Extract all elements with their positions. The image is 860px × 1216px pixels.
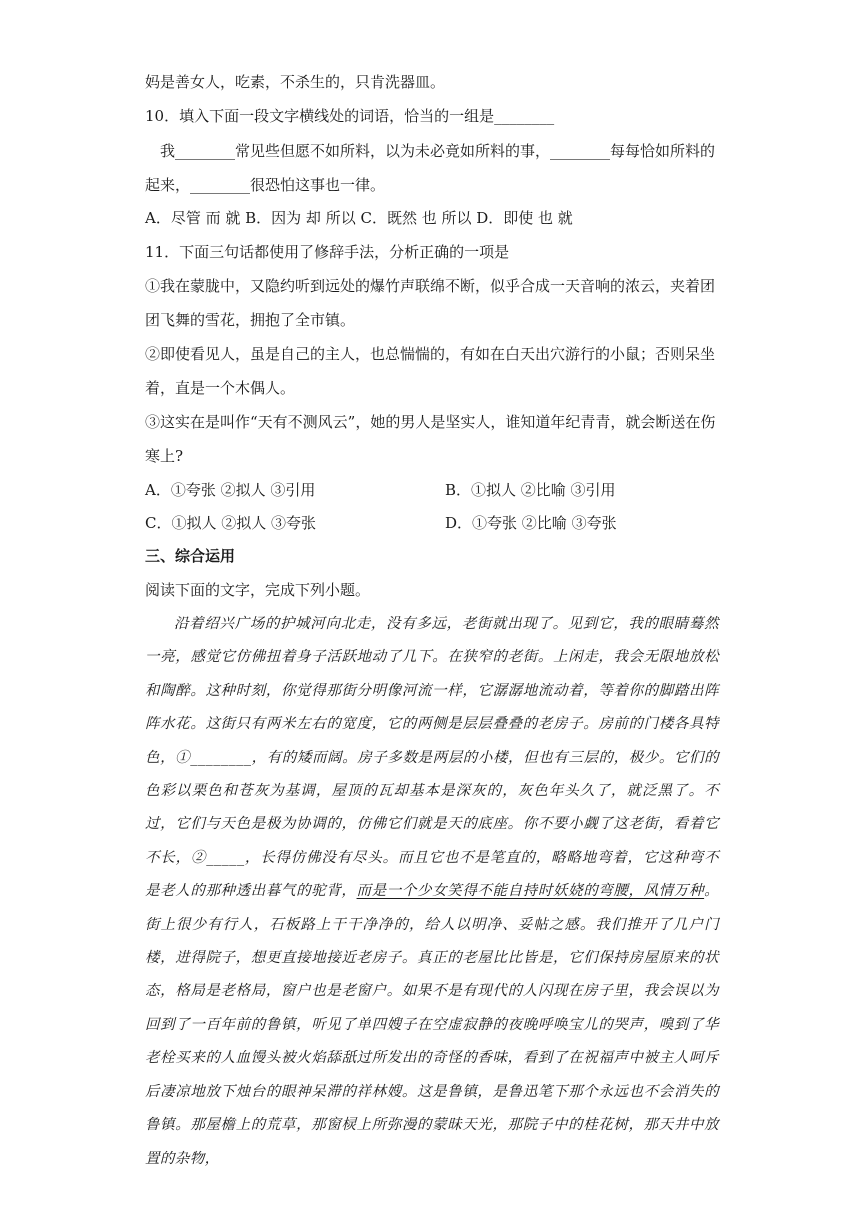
passage-text: 。街上很少有行人，石板路上干干净净的，给人以明净、妥帖之感。我们推开了几户门楼，进得院子，想更直接地接近老房子。真正的老屋比比皆是，它们保持房屋原来的状态，格局是老格局，窗户也是老窗户。如果不是有现代的人闪现在房子里，我会误以为回到了一百年前的鲁镇，听见了单四嫂子在空虚寂静的夜晚呼唤宝儿的哭声，嗅到了华老栓买来的人血馒头被火焰舔舐过所发出的奇怪的香味，看到了在祝福声中被主人呵斥后凄凉地放下烛台的眼神呆滞的祥林嫂。这是鲁镇，是鲁迅笔下那个永远也不会消失的鲁镇。那屋檐上的荒草，那窗棂上所弥漫的蒙昧天光，那院子中的桂花树，那天井中放置的杂物， bbox=[145, 883, 719, 1167]
question-10-options: A．尽管 而 就 B．因为 却 所以 C．既然 也 所以 D．即使 也 就 bbox=[145, 209, 573, 227]
reading-passage bbox=[145, 608, 719, 1176]
question-10-passage: 起来，________很恐怕这事也一律。 bbox=[145, 176, 386, 194]
option-c: C．①拟人 ②拟人 ③夸张 bbox=[145, 514, 317, 532]
question-11-item-1: 团飞舞的雪花，拥抱了全市镇。 bbox=[145, 311, 356, 329]
passage-text: 沿着绍兴广场的护城河向北走，没有多远，老街就出现了。见到它，我的眼睛蓦然一亮，感觉它仿佛扭着身子活跃地动了几下。在狭窄的老街。上闲走，我会无限地放松和陶醉。这种时刻，你觉得那街分明像河流一样，它潺潺地流动着，等着你的脚踏出阵阵水花。这街只有两米左右的宽度，它的两侧是层层叠叠的老房子。房前的门楼各具特色，①________，有的矮而阔。房子多数是两层的小楼，但也有三层的，极少。它们的色彩以栗色和苍灰为基调，屋顶的瓦却基本是深灰的，灰色年头久了，就泛黑了。不过，它们与天色是极为协调的，仿佛它们就是天的底座。你不要小觑了这老街，看着它不长，②_____，长得仿佛没有尽头。而且它也不是笔直的，略略地弯着，它这种弯不是老人的那种透出暮气的驼背， bbox=[145, 616, 719, 900]
question-11-item-3: ③这实在是叫作“天有不测风云”，她的男人是坚实人，谁知道年纪青青，就会断送在伤 bbox=[145, 413, 716, 431]
underlined-sentence: 而是一个少女笑得不能自持时妖娆的弯腰，风情万种 bbox=[356, 883, 705, 900]
option-a: A．①夸张 ②拟人 ③引用 bbox=[145, 481, 316, 499]
question-11-item-2: ②即使看见人，虽是自己的主人，也总惴惴的，有如在白天出穴游行的小鼠；否则呆坐 bbox=[145, 345, 716, 363]
question-10: 10．填入下面一段文字横线处的词语，恰当的一组是________ bbox=[145, 107, 555, 125]
question-11-item-1: ①我在蒙胧中，又隐约听到远处的爆竹声联绵不断，似乎合成一天音响的浓云，夹着团 bbox=[145, 277, 716, 295]
instruction: 阅读下面的文字，完成下列小题。 bbox=[145, 581, 371, 599]
section-heading: 三、综合运用 bbox=[145, 547, 236, 565]
question-11-item-3: 寒上? bbox=[145, 447, 184, 465]
question-11: 11．下面三句话都使用了修辞手法，分析正确的一项是 bbox=[145, 243, 510, 261]
option-b: B．①拟人 ②比喻 ③引用 bbox=[445, 481, 616, 499]
question-11-item-2: 着，直是一个木偶人。 bbox=[145, 379, 296, 397]
option-d: D．①夸张 ②比喻 ③夸张 bbox=[445, 514, 617, 532]
text-line: 妈是善女人，吃素，不杀生的，只肯洗器皿。 bbox=[145, 73, 446, 91]
question-10-passage: 我________常见些但愿不如所料，以为未必竟如所料的事，________每每恰如所料的 bbox=[145, 142, 716, 160]
